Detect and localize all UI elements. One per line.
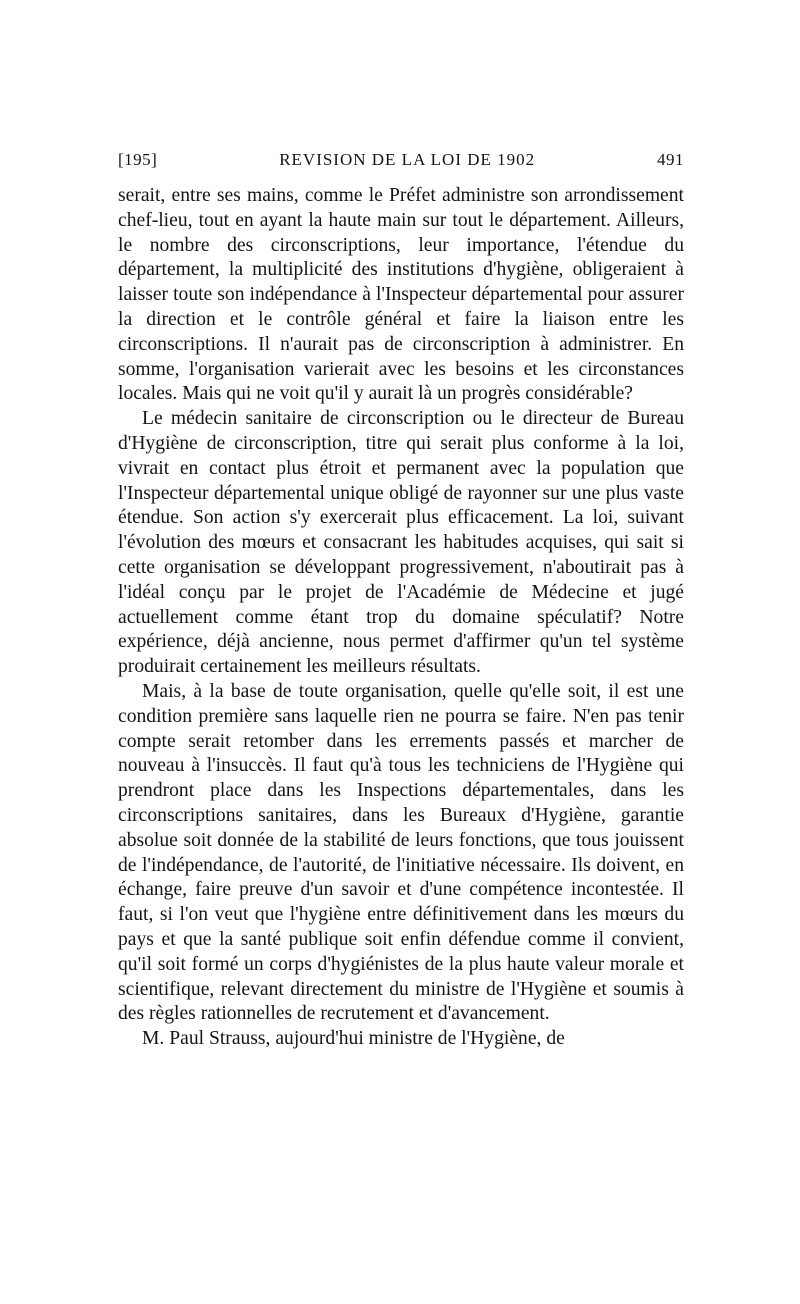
section-number: [195] — [118, 150, 158, 169]
paragraph: Le médecin sanitaire de circonscription ou le directeur de Bureau d'Hygiène de circonscription, titre qui serait plus conforme à la loi, vivrait en contact plus étroit et permanent avec la population que l'Inspecteur départemental unique obligé de rayonner sur une plus vaste étendue. Son action s'y exercerait plus efficacement. La loi, suivant l'évolution des mœurs et consacrant les habitudes acquises, qui sait si cette organisation se développant progressivement, n'aboutirait pas à l'idéal conçu par le projet de l'Académie de Médecine et jugé actuellement comme étant trop du domaine spéculatif? Notre expérience, déjà ancienne, nous permet d'affirmer qu'un tel système produirait certainement les meilleurs résultats. — [118, 408, 684, 678]
running-title: REVISION DE LA LOI DE 1902 — [279, 150, 536, 169]
page-number: 491 — [657, 150, 684, 169]
paragraph-continued: serait, entre ses mains, comme le Préfet administre son arrondissement chef-lieu, tout en ayant la haute main sur tout le département. Ailleurs, le nombre des circonscriptions, leur importance, l'étendue du département, la multiplicité des institutions d'hygiène, obligeraient à laisser toute son indépendance à l'Inspecteur départemental pour assurer la direction et le contrôle général et faire la liaison entre les circonscriptions. Il n'aurait pas de circonscription à administrer. En somme, l'organisation varierait avec les besoins et les circonstances locales. Mais qui ne voit qu'il y aurait là un progrès considérable? — [118, 185, 684, 405]
running-head — [118, 150, 684, 176]
paragraph: Mais, à la base de toute organisation, quelle qu'elle soit, il est une condition première sans laquelle rien ne pourra se faire. N'en pas tenir compte serait retomber dans les errements passés et marcher de nouveau à l'insuccès. Il faut qu'à tous les techniciens de l'Hygiène qui prendront place dans les Inspections départementales, dans les circonscriptions sanitaires, dans les Bureaux d'Hygiène, garantie absolue soit donnée de la stabilité de leurs fonctions, que tous jouissent de l'indépendance, de l'autorité, de l'initiative nécessaire. Ils doivent, en échange, faire preuve d'un savoir et d'une compétence incontestée. Il faut, si l'on veut que l'hygiène entre définitivement dans les mœurs du pays et que la santé publique soit enfin défendue comme il convient, qu'il soit formé un corps d'hygiénistes de la plus haute valeur morale et scientifique, relevant directement du ministre de l'Hygiène et soumis à des règles rationnelles de recrutement et d'avancement. — [118, 680, 684, 1025]
book-page — [118, 150, 684, 1052]
body-text — [118, 184, 684, 1052]
paragraph: M. Paul Strauss, aujourd'hui ministre de l'Hygiène, de — [142, 1028, 565, 1050]
